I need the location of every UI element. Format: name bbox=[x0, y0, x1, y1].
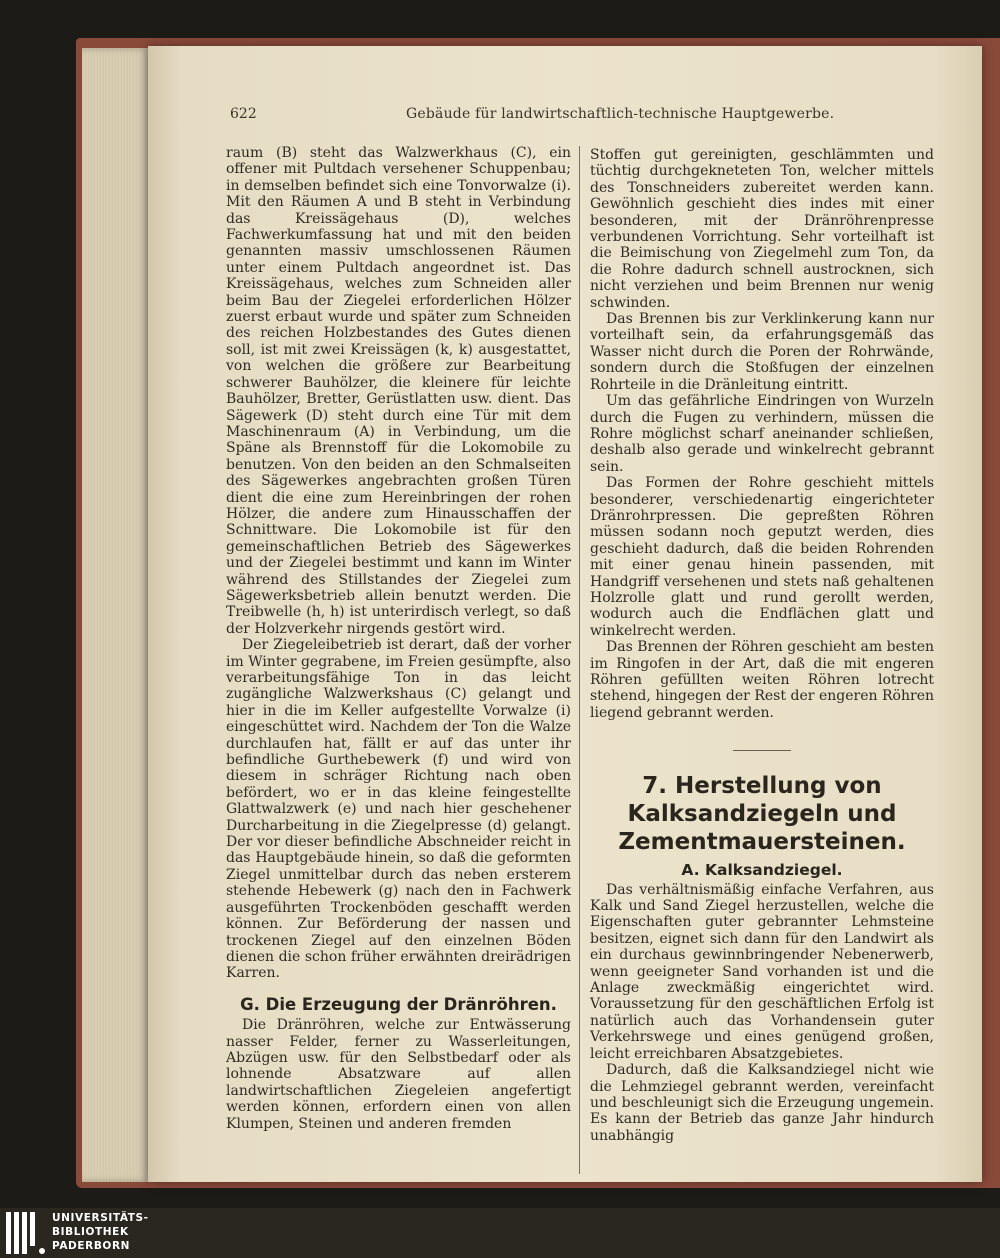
library-logo-icon bbox=[6, 1212, 46, 1254]
page-header bbox=[230, 106, 920, 128]
paragraph: Die Dränröhren, welche zur Entwässerung nasser Felder, ferner zu Wasserleitungen, Abzügen usw. für den Selbstbedarf oder als lohnende Absatzware auf allen landwirtschaftlichen Ziegeleien angefertigt werden können, erfordern einen von allen Klumpen, Steinen und anderen fremden bbox=[226, 1017, 571, 1132]
paragraph: Dadurch, daß die Kalksandziegel nicht wie die Lehmziegel gebrannt werden, vereinfacht und beschleunigt sich die Erzeugung ungemein. Es kann der Betrieb das ganze Jahr hindurch unabhängig bbox=[590, 1062, 934, 1144]
library-name-line: BIBLIOTHEK bbox=[52, 1226, 129, 1238]
right-column bbox=[590, 147, 934, 1144]
paragraph: Um das gefährliche Eindringen von Wurzeln durch die Fugen zu verhindern, müssen die Rohre möglichst scharf aneinander schließen, deshalb also gerade und winkelrecht gebrannt sein. bbox=[590, 393, 934, 475]
paragraph: Das Brennen bis zur Verklinkerung kann nur vorteilhaft sein, da erfahrungsgemäß das Wasser nicht durch die Poren der Rohrwände, sondern durch die Stoßfugen der einzelnen Rohrteile in die Dränleitung eintritt. bbox=[590, 311, 934, 393]
paragraph: Das verhältnismäßig einfache Verfahren, aus Kalk und Sand Ziegel herzustellen, welche die Eigenschaften guter gebrannter Lehmsteine besitzen, eignet sich dann für den Landwirt als ein durchaus gewinnbringender Nebenerwerb, wenn geeigneter Sand vorhanden ist und die Anlage zweckmäßig eingerichtet wird. Voraussetzung für den geschäftlichen Erfolg ist natürlich auch das Vorhandensein guter Verkehrswege und eines genügend großen, leicht erreichbaren Absatzgebietes. bbox=[590, 881, 934, 1062]
paragraph: Stoffen gut gereinigten, geschlämmten und tüchtig durchgekneteten Ton, welcher mittels des Tonschneiders zubereitet werden kann. Gewöhnlich geschieht dies indes mit einer besonderen, mit der Dränröhrenpresse verbundenen Vorrichtung. Sehr vorteilhaft ist die Beimischung von Ziegelmehl zum Ton, da die Rohre dadurch schnell austrocknen, sich nicht verziehen und beim Brennen nur wenig schwinden. bbox=[590, 147, 934, 311]
page-number: 622 bbox=[230, 106, 257, 122]
section-rule bbox=[733, 750, 791, 751]
library-name-line: PADERBORN bbox=[52, 1240, 131, 1252]
library-name bbox=[52, 1211, 149, 1253]
paragraph: Das Brennen der Röhren geschieht am besten im Ringofen in der Art, daß die mit engeren Röhren gefüllten weiten Röhren lotrecht stehend, hingegen der Rest der engeren Röhren liegend gebrannt werden. bbox=[590, 639, 934, 721]
running-title: Gebäude für landwirtschaftlich-technische Hauptgewerbe. bbox=[406, 106, 835, 122]
library-logo-bar bbox=[0, 1208, 1000, 1258]
page-edges bbox=[82, 48, 152, 1182]
book-page bbox=[148, 46, 982, 1182]
paragraph: Der Ziegeleibetrieb ist derart, daß der vorher im Winter gegrabene, im Freien gesümpfte, also verarbeitungsfähige Ton in das leicht zugängliche Walzwerkshaus (C) gelangt und hier in die im Keller aufgestellte Vorwalze (i) eingeschüttet wird. Nachdem der Ton die Walze durchlaufen hat, fällt er auf das unter ihr befindliche Gurthebewerk (f) und wird von diesem in schräger Richtung nach oben befördert, wo er in das kleine feingestellte Glattwalzwerk (e) und nach hier geschehener Durcharbeitung in die Ziegelpresse (d) gelangt. Der vor dieser befindliche Abschneider reicht in das Hauptgebäude hinein, so daß die geformten Ziegel unmittelbar durch das neben ersterem stehende Hebewerk (g) nach den in Fachwerk ausgeführten Trockenböden geschafft werden können. Zur Beförderung der nassen und trockenen Ziegel auf den einzelnen Böden dienen die schon früher erwähnten dreirädrigen Karren. bbox=[226, 637, 571, 982]
paragraph: Das Formen der Rohre geschieht mittels besonderer, verschiedenartig eingerichteter Dränrohrpressen. Die gepreßten Röhren müssen sodann noch geputzt werden, dies geschieht dadurch, daß die beiden Rohrenden mit einer genau hinein passenden, mit Handgriff versehenen und stets naß gehaltenen Holzrolle glatt und rund gerollt werden, wodurch auch die Endflächen glatt und winkelrecht werden. bbox=[590, 475, 934, 639]
left-column bbox=[226, 145, 571, 1132]
chapter-heading: 7. Herstellung von Kalksandziegeln und Zementmauersteinen. bbox=[618, 773, 906, 856]
column-divider bbox=[579, 146, 580, 1174]
subsection-heading: A. Kalksandziegel. bbox=[681, 861, 843, 880]
library-name-line: UNIVERSITÄTS- bbox=[52, 1212, 149, 1224]
section-heading: G. Die Erzeugung der Dränröhren. bbox=[240, 994, 557, 1014]
paragraph: raum (B) steht das Walzwerkhaus (C), ein offener mit Pultdach versehener Schuppenbau; in demselben befindet sich eine Tonvorwalze (i). Mit den Räumen A und B steht in Verbindung das Kreissägehaus (D), welches Fachwerkumfassung hat und mit den beiden genannten massiv umschlossenen Räumen unter einem Pultdach angeordnet ist. Das Kreissägehaus, welches zum Schneiden aller beim Bau der Ziegelei erforderlichen Hölzer zuerst erbaut wurde und später zum Schneiden des reichen Holzbestandes des Gutes dienen soll, ist mit zwei Kreissägen (k, k) ausgestattet, von welchen die größere zur Bearbeitung schwerer Bauhölzer, die kleinere für leichte Bauhölzer, Bretter, Gerüstlatten usw. dient. Das Sägewerk (D) steht durch eine Tür mit dem Maschinenraum (A) in Verbindung, um die Späne als Brennstoff für die Lokomobile zu benutzen. Von den beiden an den Schmalseiten des Sägewerkes angebrachten großen Türen dient die eine zum Hereinbringen der rohen Hölzer, die andere zum Hinausschaffen der Schnittware. Die Lokomobile ist für den gemeinschaftlichen Betrieb des Sägewerkes und der Ziegelei bestimmt und kann im Winter während des Stillstandes der Ziegelei zum Sägewerksbetrieb allein benutzt werden. Die Treibwelle (h, h) ist unterirdisch verlegt, so daß der Holzverkehr nirgends gestört wird. bbox=[226, 145, 571, 637]
